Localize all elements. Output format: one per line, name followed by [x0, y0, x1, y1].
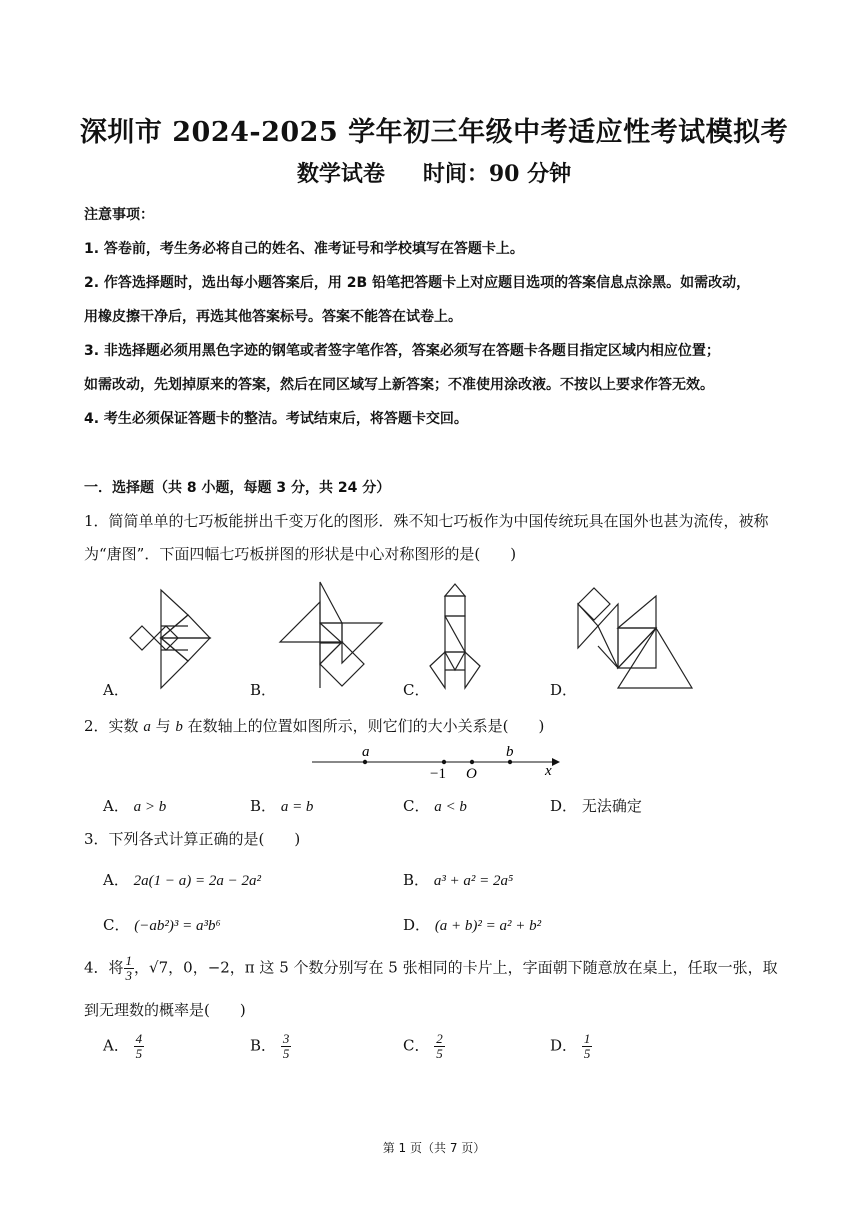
number-line: [312, 742, 562, 782]
q1-option-d: D．: [550, 681, 578, 699]
axis-label-b: b: [506, 744, 514, 760]
q2-option-a: A． a > b: [103, 797, 167, 815]
note-item: 用橡皮擦干净后，再选其他答案标号。答案不能答在试卷上。: [84, 309, 462, 325]
axis-label-origin: O: [466, 766, 477, 782]
section-heading: 一．选择题（共 8 小题，每题 3 分，共 24 分）: [84, 480, 391, 496]
note-item: 1. 答卷前，考生务必将自己的姓名、准考证号和学校填写在答题卡上。: [84, 241, 524, 257]
fraction-one-third: $\frac{1}{3}$: [125, 953, 133, 983]
axis-label-a: a: [362, 744, 370, 760]
q4-option-a: A． $\frac{4}{5}$: [103, 1031, 143, 1061]
var-b: b: [175, 719, 183, 735]
q3-option-d: D． (a + b)² = a² + b²: [403, 916, 542, 934]
q3-option-b: B． a³ + a² = 2a⁵: [403, 871, 514, 889]
note-item: 4. 考生必须保证答题卡的整洁。考试结束后，将答题卡交回。: [84, 411, 468, 427]
var-a: a: [143, 719, 151, 735]
tangram-figure-c: [428, 582, 484, 692]
q3-option-a: A． 2a(1 − a) = 2a − 2a²: [103, 871, 261, 889]
q4-option-d: D． $\frac{1}{5}$: [550, 1031, 591, 1061]
q1-option-a: A．: [103, 681, 129, 699]
exam-title: 深圳市 2024-2025 学年初三年级中考适应性考试模拟考: [79, 117, 789, 148]
q2-option-d: D． 无法确定: [550, 797, 642, 815]
q4-option-c: C． $\frac{2}{5}$: [403, 1031, 443, 1061]
note-item: 2. 作答选择题时，选出每小题答案后，用 2B 铅笔把答题卡上对应题目选项的答案信息点涂黑。如需改动，: [84, 275, 751, 291]
q2-option-c: C． a < b: [403, 797, 467, 815]
note-item: 3. 非选择题必须用黑色字迹的钢笔或者签字笔作答，答案必须写在答题卡各题目指定区域内相应位置；: [84, 343, 720, 359]
q4-option-b: B． $\frac{3}{5}$: [250, 1031, 290, 1061]
tangram-figure-b: [278, 580, 386, 692]
q3-stem: 3．下列各式计算正确的是( ): [84, 830, 301, 848]
time-label: 时间：90 分钟: [422, 161, 572, 187]
axis-label-minus-one: −1: [430, 766, 446, 782]
q1-line2: 为“唐图”．下面四幅七巧板拼图的形状是中心对称图形的是( ): [84, 545, 517, 563]
axis-label-x: x: [545, 763, 552, 779]
q1-option-c: C．: [403, 681, 430, 699]
q2-stem: 2．实数 a 与 b 在数轴上的位置如图所示，则它们的大小关系是( ): [84, 717, 545, 735]
q4-line2: 到无理数的概率是( ): [84, 1001, 246, 1019]
tangram-figure-a: [128, 588, 212, 692]
subject-label: 数学试卷: [296, 161, 385, 187]
q1-option-b: B．: [250, 681, 277, 699]
tangram-figure-d: [572, 584, 696, 692]
q2-option-b: B． a = b: [250, 797, 314, 815]
notes-heading: 注意事项：: [84, 207, 154, 223]
exam-subtitle: [0, 157, 868, 188]
q3-option-c: C． (−ab²)³ = a³b⁶: [103, 916, 221, 934]
note-item: 如需改动，先划掉原来的答案，然后在同区域写上新答案；不准使用涂改液。不按以上要求作答无效。: [84, 377, 714, 393]
q4-stem: 4．将 $\frac{1}{3}$ ，√7，0，−2，π 这 5 个数分别写在 5 张相同的卡片上，字面朝下随意放在桌上，任取一张，取: [84, 953, 778, 983]
page-footer: 第 1 页（共 7 页）: [382, 1141, 486, 1155]
q1-line1: 1．简简单单的七巧板能拼出千变万化的图形．殊不知七巧板作为中国传统玩具在国外也甚为流传，被称: [84, 512, 769, 530]
